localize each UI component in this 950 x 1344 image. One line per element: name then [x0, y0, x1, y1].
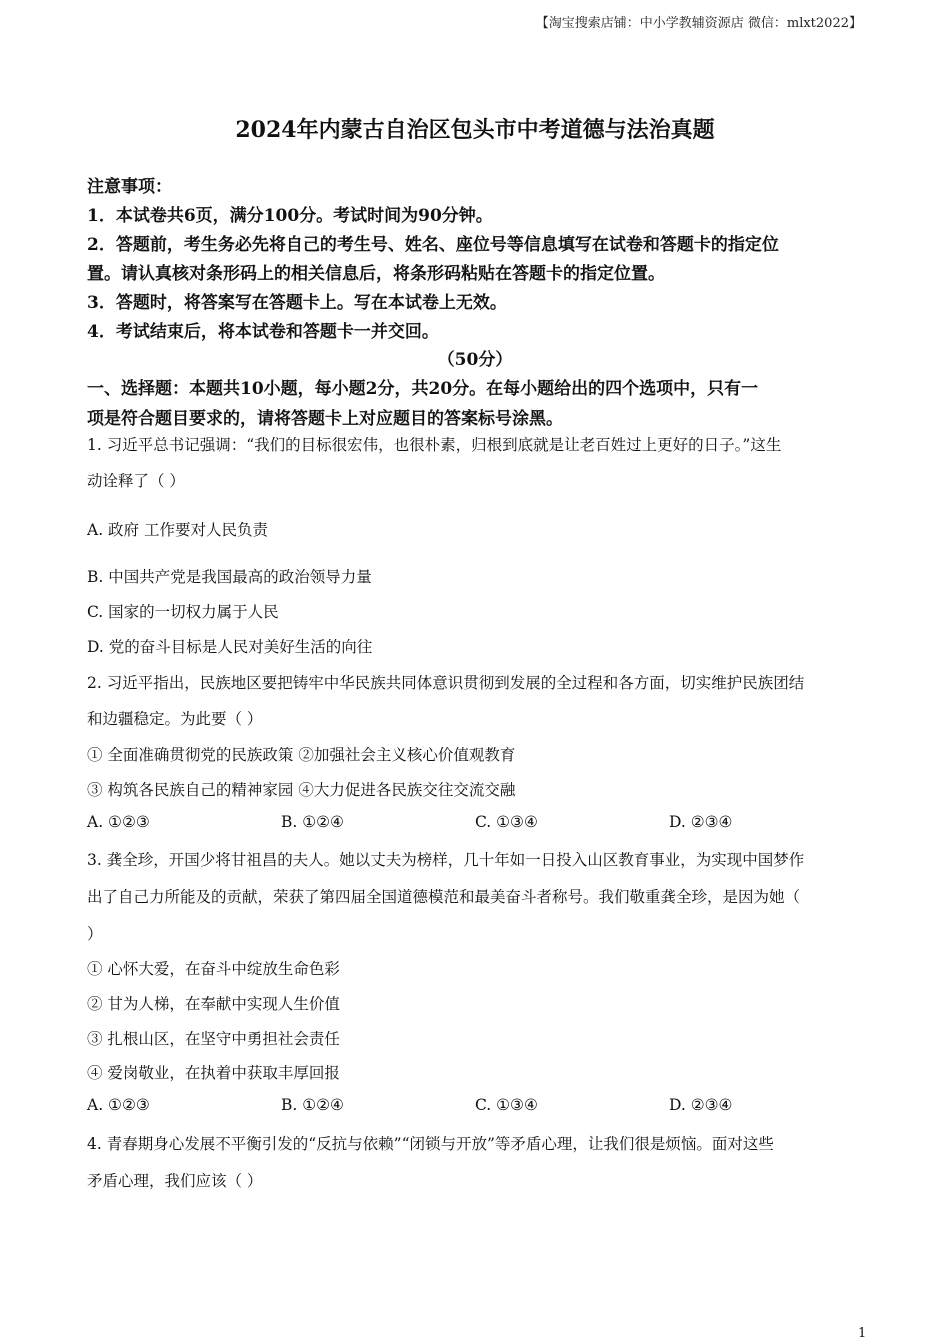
- question-1-option-a: A. 政府 工作要对人民负责: [87, 521, 268, 539]
- question-2-statements-2: ③ 构筑各民族自己的精神家园 ④大力促进各民族交往交流交融: [87, 781, 516, 799]
- exam-title: 2024年内蒙古自治区包头市中考道德与法治真题: [235, 117, 715, 143]
- question-3-statement-3: ③ 扎根山区，在坚守中勇担社会责任: [87, 1030, 340, 1048]
- question-2-option-c: C. ①③④: [475, 813, 538, 831]
- notice-item: 2．答题前，考生务必先将自己的考生号、姓名、座位号等信息填写在试卷和答题卡的指定位: [87, 235, 779, 255]
- question-4-stem: 4. 青春期身心发展不平衡引发的“反抗与依赖”“闭锁与开放”等矛盾心理，让我们很是烦恼。面对这些: [87, 1135, 774, 1153]
- question-3-statement-1: ① 心怀大爱，在奋斗中绽放生命色彩: [87, 960, 340, 978]
- question-1-option-d: D. 党的奋斗目标是人民对美好生活的向往: [87, 638, 373, 656]
- question-1-stem-cont: 动诠释了（ ）: [87, 472, 185, 490]
- question-3-stem: 3. 龚全珍，开国少将甘祖昌的夫人。她以丈夫为榜样，几十年如一日投入山区教育事业，为实现中国梦作: [87, 851, 805, 869]
- shop-note: 【淘宝搜索店铺：中小学教辅资源店 微信：mlxt2022】: [535, 16, 862, 31]
- section-heading-line1: 一、选择题：本题共10小题，每小题2分，共20分。在每小题给出的四个选项中，只有一: [87, 379, 759, 399]
- question-2-statements-1: ① 全面准确贯彻党的民族政策 ②加强社会主义核心价值观教育: [87, 746, 516, 764]
- notice-item: 4．考试结束后，将本试卷和答题卡一并交回。: [87, 322, 439, 342]
- page-number: 1: [858, 1326, 867, 1341]
- question-2-stem: 2. 习近平指出，民族地区要把铸牢中华民族共同体意识贯彻到发展的全过程和各方面，切实维护民族团结: [87, 674, 805, 692]
- section-heading-line2: 项是符合题目要求的，请将答题卡上对应题目的答案标号涂黑。: [87, 409, 563, 429]
- question-1-stem: 1. 习近平总书记强调：“我们的目标很宏伟，也很朴素，归根到底就是让老百姓过上更好的日子。”这生: [87, 436, 782, 454]
- question-2-option-b: B. ①②④: [281, 813, 344, 831]
- question-1-option-b: B. 中国共产党是我国最高的政治领导力量: [87, 568, 372, 586]
- question-1-option-c: C. 国家的一切权力属于人民: [87, 603, 279, 621]
- score-note: （50分）: [437, 350, 513, 370]
- question-2-stem-cont: 和边疆稳定。为此要（ ）: [87, 710, 263, 728]
- notice-item: 3．答题时，将答案写在答题卡上。写在本试卷上无效。: [87, 293, 507, 313]
- question-3-option-c: C. ①③④: [475, 1096, 538, 1114]
- question-3-option-a: A. ①②③: [87, 1096, 150, 1114]
- question-3-stem-cont: 出了自己力所能及的贡献，荣获了第四届全国道德模范和最美奋斗者称号。我们敬重龚全珍，是因为她（: [87, 888, 801, 906]
- question-2-option-d: D. ②③④: [669, 813, 733, 831]
- notice-item: 1．本试卷共6页，满分100分。考试时间为90分钟。: [87, 206, 493, 226]
- question-3-option-b: B. ①②④: [281, 1096, 344, 1114]
- question-4-stem-cont: 矛盾心理，我们应该（ ）: [87, 1172, 263, 1190]
- question-3-stem-end: ）: [87, 925, 103, 943]
- question-3-statement-2: ② 甘为人梯，在奉献中实现人生价值: [87, 995, 340, 1013]
- notice-item: 置。请认真核对条形码上的相关信息后，将条形码粘贴在答题卡的指定位置。: [87, 264, 665, 284]
- question-3-option-d: D. ②③④: [669, 1096, 733, 1114]
- question-2-option-a: A. ①②③: [87, 813, 150, 831]
- notice-heading: 注意事项：: [87, 177, 172, 197]
- question-3-statement-4: ④ 爱岗敬业，在执着中获取丰厚回报: [87, 1064, 340, 1082]
